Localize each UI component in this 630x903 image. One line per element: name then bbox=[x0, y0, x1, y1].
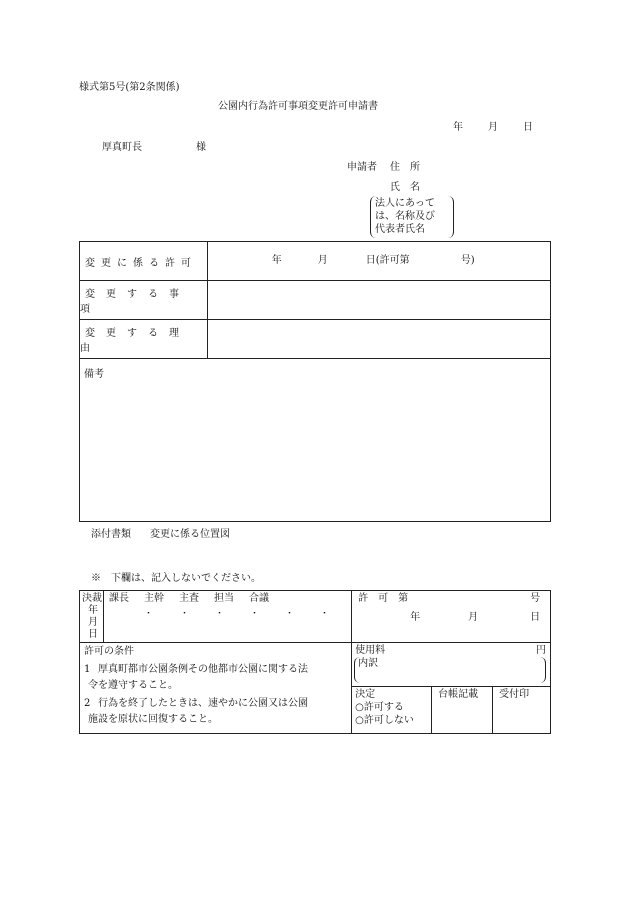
change-reason-label: 変更する理由 bbox=[80, 328, 190, 354]
role-section-chief: 課長 bbox=[108, 593, 129, 604]
corporate-note-line-1: 法人にあって bbox=[375, 198, 435, 209]
form-title: 公園内行為許可事項変更許可申請書 bbox=[218, 101, 378, 112]
permit-number-cell[interactable] bbox=[352, 591, 551, 643]
permit-label-cell bbox=[80, 242, 208, 281]
date-year: 年 bbox=[453, 122, 463, 133]
decision-label: 決裁 bbox=[82, 593, 102, 604]
breakdown-bracket bbox=[354, 657, 546, 683]
approval-roles-cell[interactable]: 課長 主幹 主査 担当 合議 ・ ・ ・ ・ ・ ・ bbox=[103, 591, 351, 643]
role-staff: 担当 bbox=[213, 593, 234, 604]
decision-box[interactable] bbox=[352, 687, 432, 733]
change-item-label-cell bbox=[80, 281, 208, 320]
condition-2-line-2: 施設を原状に回復すること。 bbox=[88, 714, 218, 725]
office-table bbox=[79, 590, 551, 734]
option-deny[interactable]: ○許可しない bbox=[355, 715, 414, 726]
form-number: 様式第5号(第2条関係) bbox=[79, 82, 180, 93]
conditions-title: 許可の条件 bbox=[84, 646, 134, 657]
date-month: 月 bbox=[488, 122, 498, 133]
corporate-note-line-3: 代表者氏名 bbox=[375, 224, 425, 235]
change-reason-label-cell bbox=[80, 320, 208, 359]
condition-1-line-1: 厚真町都市公園条例その他都市公園に関する法 bbox=[98, 664, 308, 675]
decision-label-cell bbox=[80, 591, 104, 643]
decision-day: 日 bbox=[88, 629, 98, 640]
role-consultation: 合議 bbox=[248, 593, 269, 604]
receipt-stamp-box[interactable] bbox=[493, 687, 550, 733]
address-label: 住 所 bbox=[390, 162, 420, 173]
conditions-cell bbox=[80, 643, 352, 734]
permit-day: 日 bbox=[530, 612, 541, 623]
permit-date-cell[interactable] bbox=[207, 242, 550, 281]
remarks-field[interactable] bbox=[80, 359, 551, 522]
permit-no-suffix: 号) bbox=[460, 255, 475, 266]
role-chief: 主査 bbox=[178, 593, 199, 604]
decision-year: 年 bbox=[88, 605, 98, 616]
date-day: 日 bbox=[523, 122, 533, 133]
condition-1-number: 1 bbox=[84, 664, 91, 675]
breakdown-label: 内訳 bbox=[358, 658, 379, 669]
corporate-note-line-2: は、名称及び bbox=[375, 211, 435, 222]
option-permit[interactable]: ○許可する bbox=[355, 702, 404, 713]
permit-month: 月 bbox=[317, 255, 328, 266]
permit-year: 年 bbox=[410, 612, 421, 623]
ledger-label: 台帳記載 bbox=[438, 689, 479, 700]
decision-title: 決定 bbox=[355, 689, 376, 700]
permit-label: 変更に係る許可 bbox=[85, 257, 197, 269]
office-use-note: ※ 下欄は、記入しないでください。 bbox=[91, 573, 261, 584]
addressee: 厚真町長 bbox=[102, 142, 142, 153]
application-table bbox=[79, 241, 551, 522]
fee-area[interactable] bbox=[352, 643, 550, 687]
fee-label: 使用料 bbox=[355, 645, 386, 656]
applicant-label: 申請者 bbox=[347, 162, 377, 173]
condition-2-number: 2 bbox=[84, 698, 91, 709]
permit-month: 月 bbox=[468, 612, 479, 623]
attachment-value: 変更に係る位置図 bbox=[150, 529, 230, 540]
change-reason-field[interactable] bbox=[207, 320, 550, 359]
attachment-label: 添付書類 bbox=[91, 529, 131, 540]
fee-and-decision-cell bbox=[352, 643, 551, 734]
change-item-field[interactable] bbox=[207, 281, 550, 320]
role-senior-officer: 主幹 bbox=[143, 593, 164, 604]
permit-number-suffix: 号 bbox=[530, 593, 541, 604]
remarks-label: 備考 bbox=[84, 369, 104, 380]
permit-number-label: 許 可 第 bbox=[358, 593, 409, 604]
condition-2-line-1: 行為を終了したときは、速やかに公園又は公園 bbox=[98, 698, 308, 709]
permit-year: 年 bbox=[271, 255, 282, 266]
ledger-box[interactable] bbox=[432, 687, 493, 733]
receipt-label: 受付印 bbox=[499, 689, 530, 700]
honorific: 様 bbox=[196, 142, 206, 153]
fee-unit: 円 bbox=[536, 645, 546, 656]
condition-1-line-2: 令を遵守すること。 bbox=[88, 680, 178, 691]
name-label: 氏 名 bbox=[390, 182, 420, 193]
permit-day-prefix: 日(許可第 bbox=[365, 255, 410, 266]
decision-month: 月 bbox=[88, 617, 98, 628]
change-item-label: 変更する事項 bbox=[80, 289, 190, 315]
